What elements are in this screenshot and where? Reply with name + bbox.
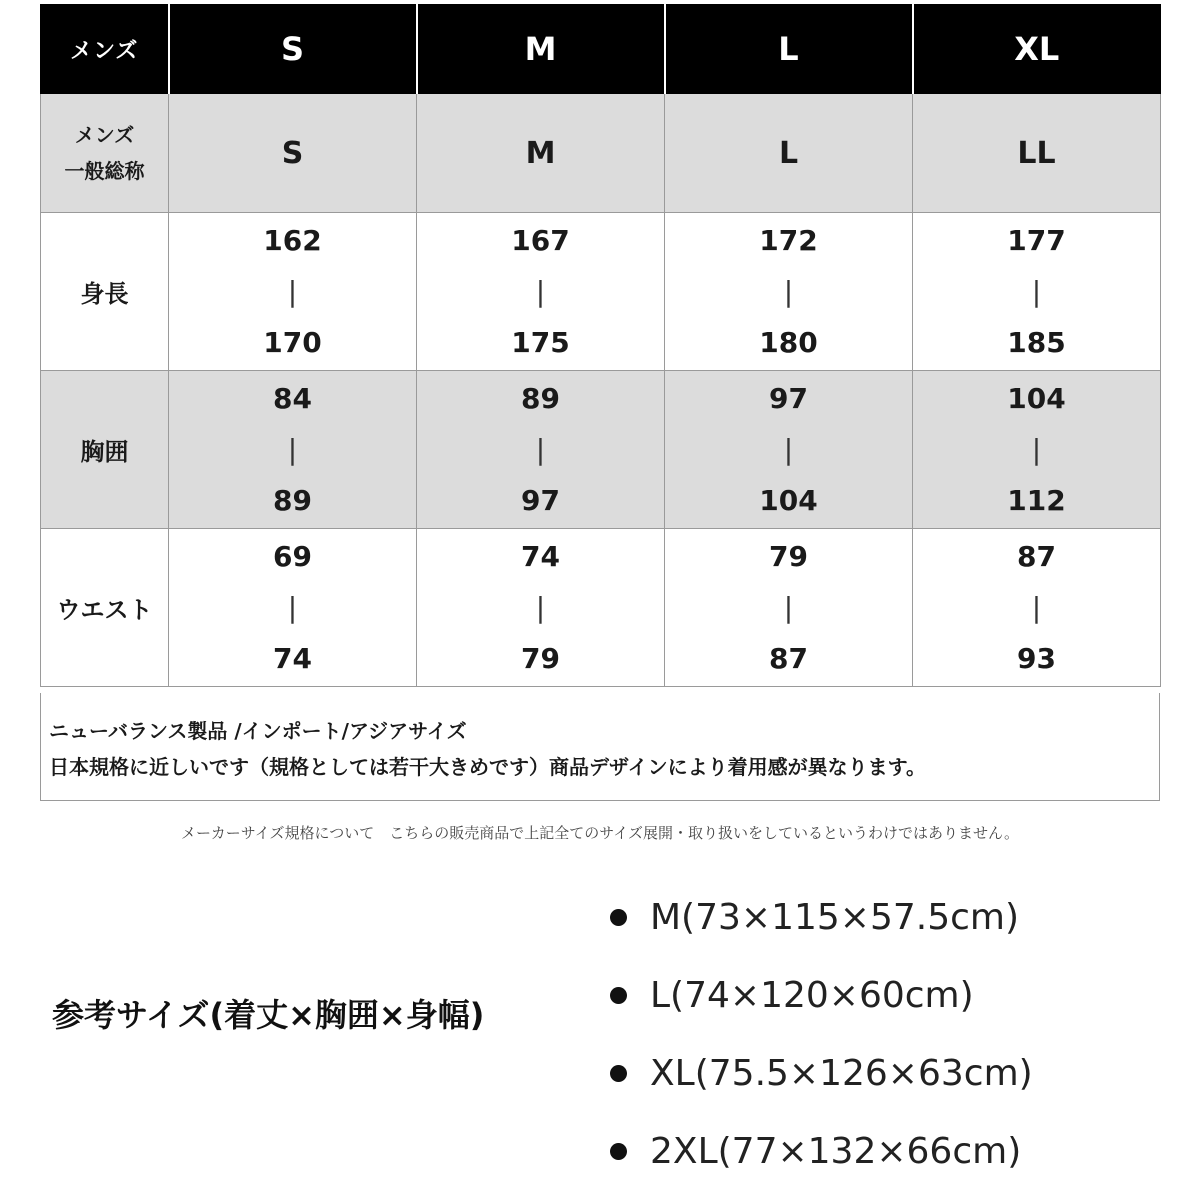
reference-size-m: M(73×115×57.5cm) — [650, 897, 1020, 938]
range-min: 167 — [511, 224, 570, 257]
range-separator: | — [783, 591, 794, 624]
list-item — [608, 890, 1033, 968]
height-label: 身長 — [41, 213, 169, 371]
bullet-icon — [610, 987, 627, 1004]
bullet-icon — [610, 1143, 627, 1160]
range-separator: | — [287, 591, 298, 624]
range-max: 170 — [263, 326, 322, 359]
range-cell — [169, 371, 417, 529]
range-min: 104 — [1007, 382, 1066, 415]
range-separator: | — [535, 591, 546, 624]
header-size-m: M — [417, 5, 665, 94]
waist-label: ウエスト — [41, 529, 169, 687]
range-min: 172 — [759, 224, 818, 257]
list-item — [608, 1124, 1033, 1200]
general-label-line1: メンズ — [74, 123, 135, 147]
range-cell — [169, 529, 417, 687]
range-max: 97 — [521, 484, 560, 517]
header-size-l: L — [665, 5, 913, 94]
header-size-xl: XL — [913, 5, 1161, 94]
range-cell — [665, 529, 913, 687]
range-max: 93 — [1017, 642, 1056, 675]
range-separator: | — [287, 275, 298, 308]
bullet-icon — [610, 1065, 627, 1082]
list-item — [608, 968, 1033, 1046]
notes-line-brand: ニューバランス製品 /インポート/アジアサイズ — [49, 719, 467, 743]
range-separator: | — [287, 433, 298, 466]
reference-size-l: L(74×120×60cm) — [650, 975, 974, 1016]
range-max: 79 — [521, 642, 560, 675]
range-cell — [417, 213, 665, 371]
range-max: 112 — [1007, 484, 1066, 517]
range-cell — [913, 371, 1161, 529]
table-header-row — [41, 5, 1161, 94]
range-separator: | — [535, 275, 546, 308]
range-cell — [665, 213, 913, 371]
range-min: 162 — [263, 224, 322, 257]
notes-line-fit: 日本規格に近しいです（規格としては若干大きめです）商品デザインにより着用感が異なります。 — [49, 755, 926, 779]
range-cell — [417, 371, 665, 529]
general-label — [41, 94, 169, 213]
range-max: 74 — [273, 642, 312, 675]
range-separator: | — [535, 433, 546, 466]
range-separator: | — [1031, 433, 1042, 466]
range-min: 177 — [1007, 224, 1066, 257]
header-size-s: S — [169, 5, 417, 94]
range-max: 180 — [759, 326, 818, 359]
list-item — [608, 1046, 1033, 1124]
reference-size-list — [608, 890, 1033, 1200]
range-min: 87 — [1017, 540, 1056, 573]
range-min: 74 — [521, 540, 560, 573]
reference-size-2xl: 2XL(77×132×66cm) — [650, 1131, 1022, 1172]
maker-size-disclaimer: メーカーサイズ規格について こちらの販売商品で上記全てのサイズ展開・取り扱いをしているというわけではありません。 — [181, 824, 1019, 842]
chest-row — [41, 371, 1161, 529]
bullet-icon — [610, 909, 627, 926]
range-min: 84 — [273, 382, 312, 415]
header-label: メンズ — [41, 5, 169, 94]
range-cell — [169, 213, 417, 371]
range-min: 89 — [521, 382, 560, 415]
reference-size-title: 参考サイズ(着丈×胸囲×身幅) — [52, 996, 485, 1034]
range-cell — [665, 371, 913, 529]
reference-size-xl: XL(75.5×126×63cm) — [650, 1053, 1033, 1094]
range-cell — [417, 529, 665, 687]
range-max: 104 — [759, 484, 818, 517]
range-min: 79 — [769, 540, 808, 573]
general-size-cell: L — [665, 94, 913, 213]
general-size-cell: LL — [913, 94, 1161, 213]
general-size-cell: M — [417, 94, 665, 213]
range-separator: | — [1031, 591, 1042, 624]
range-separator: | — [783, 433, 794, 466]
general-size-cell: S — [169, 94, 417, 213]
chest-label: 胸囲 — [41, 371, 169, 529]
general-label-line2: 一般総称 — [64, 159, 145, 183]
waist-row — [41, 529, 1161, 687]
range-max: 87 — [769, 642, 808, 675]
range-max: 185 — [1007, 326, 1066, 359]
range-separator: | — [1031, 275, 1042, 308]
range-cell — [913, 529, 1161, 687]
range-cell — [913, 213, 1161, 371]
range-max: 89 — [273, 484, 312, 517]
range-min: 97 — [769, 382, 808, 415]
general-size-row — [41, 94, 1161, 213]
range-separator: | — [783, 275, 794, 308]
size-table — [40, 4, 1161, 687]
height-row — [41, 213, 1161, 371]
range-max: 175 — [511, 326, 570, 359]
range-min: 69 — [273, 540, 312, 573]
size-notes — [40, 693, 1160, 801]
